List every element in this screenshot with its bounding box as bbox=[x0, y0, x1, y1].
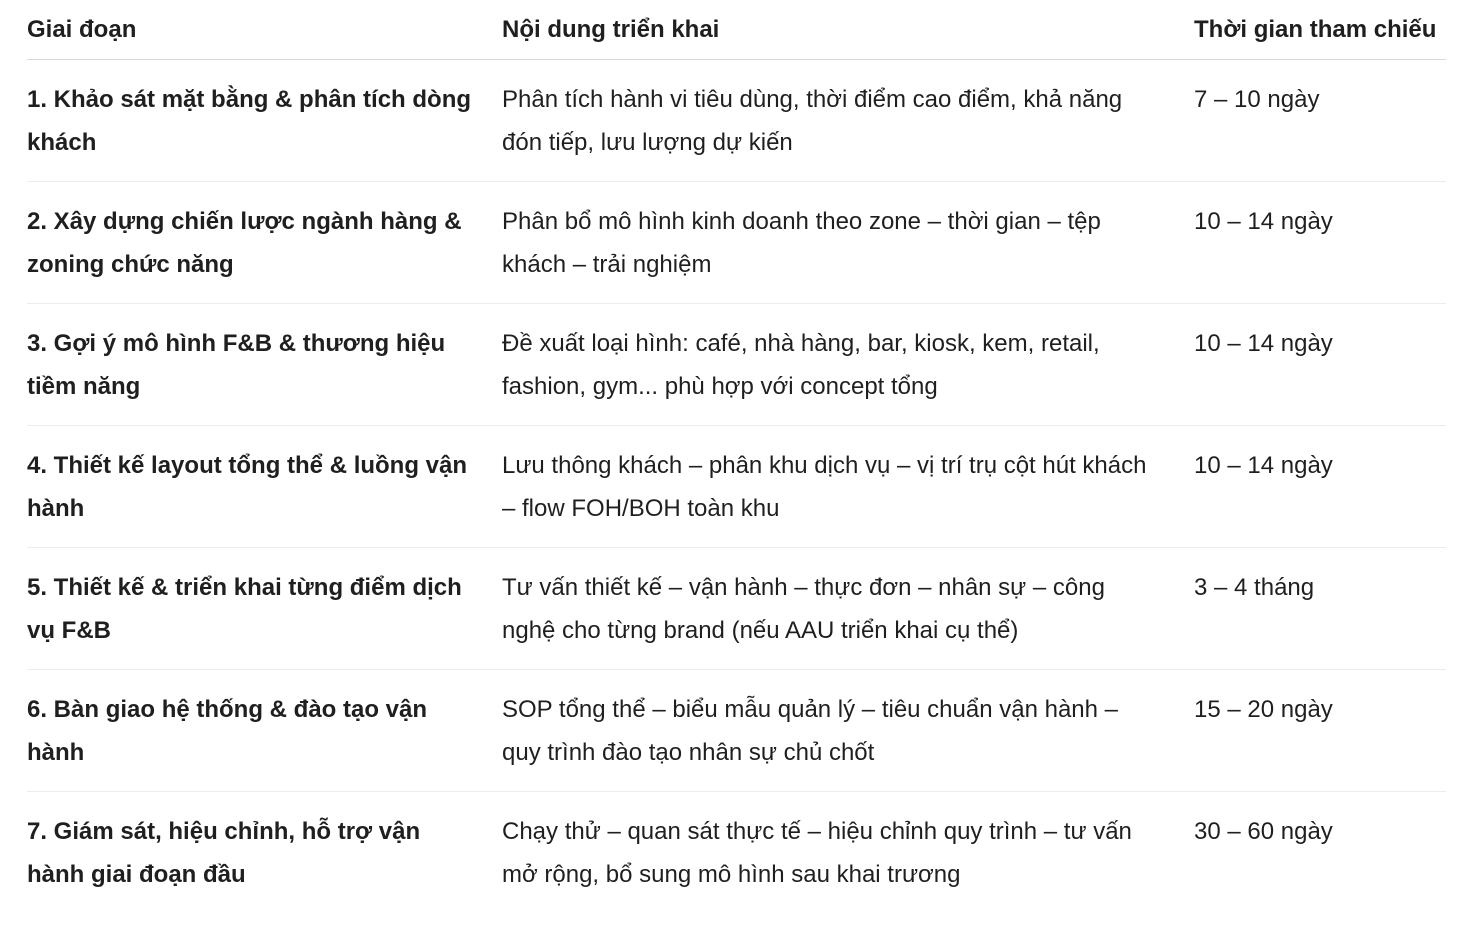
time-cell: 15 – 20 ngày bbox=[1194, 670, 1446, 792]
table-row bbox=[27, 60, 1446, 182]
content-cell: Lưu thông khách – phân khu dịch vụ – vị trí trụ cột hút khách – flow FOH/BOH toàn khu bbox=[502, 426, 1194, 548]
phase-cell: 3. Gợi ý mô hình F&B & thương hiệu tiềm năng bbox=[27, 304, 502, 426]
phase-cell: 2. Xây dựng chiến lược ngành hàng & zoning chức năng bbox=[27, 182, 502, 304]
table-row bbox=[27, 670, 1446, 792]
header-content: Nội dung triển khai bbox=[502, 0, 1194, 60]
table-header bbox=[27, 0, 1446, 60]
header-phase: Giai đoạn bbox=[27, 0, 502, 60]
time-cell: 10 – 14 ngày bbox=[1194, 426, 1446, 548]
time-cell: 10 – 14 ngày bbox=[1194, 182, 1446, 304]
table-row bbox=[27, 548, 1446, 670]
phase-cell: 1. Khảo sát mặt bằng & phân tích dòng khách bbox=[27, 60, 502, 182]
header-time: Thời gian tham chiếu bbox=[1194, 0, 1446, 60]
content-cell: Đề xuất loại hình: café, nhà hàng, bar, kiosk, kem, retail, fashion, gym... phù hợp với concept tổng bbox=[502, 304, 1194, 426]
phase-cell: 4. Thiết kế layout tổng thể & luồng vận hành bbox=[27, 426, 502, 548]
content-cell: Phân tích hành vi tiêu dùng, thời điểm cao điểm, khả năng đón tiếp, lưu lượng dự kiến bbox=[502, 60, 1194, 182]
header-row bbox=[27, 0, 1446, 60]
time-cell: 3 – 4 tháng bbox=[1194, 548, 1446, 670]
content-cell: Phân bổ mô hình kinh doanh theo zone – thời gian – tệp khách – trải nghiệm bbox=[502, 182, 1194, 304]
table-row bbox=[27, 426, 1446, 548]
phase-cell: 6. Bàn giao hệ thống & đào tạo vận hành bbox=[27, 670, 502, 792]
time-cell: 30 – 60 ngày bbox=[1194, 818, 1333, 845]
deployment-timeline-table bbox=[27, 0, 1446, 913]
content-cell: SOP tổng thể – biểu mẫu quản lý – tiêu chuẩn vận hành – quy trình đào tạo nhân sự chủ chốt bbox=[502, 670, 1194, 792]
phase-cell: 5. Thiết kế & triển khai từng điểm dịch vụ F&B bbox=[27, 548, 502, 670]
time-cell: 10 – 14 ngày bbox=[1194, 304, 1446, 426]
content-cell: Chạy thử – quan sát thực tế – hiệu chỉnh quy trình – tư vấn mở rộng, bổ sung mô hình sau khai trương bbox=[502, 818, 1132, 888]
content-cell: Tư vấn thiết kế – vận hành – thực đơn – nhân sự – công nghệ cho từng brand (nếu AAU triển khai cụ thể) bbox=[502, 548, 1194, 670]
deployment-timeline-table-wrapper bbox=[27, 0, 1446, 913]
table-body bbox=[27, 60, 1446, 914]
phase-cell: 7. Giám sát, hiệu chỉnh, hỗ trợ vận hành giai đoạn đầu bbox=[27, 818, 421, 888]
table-row bbox=[27, 182, 1446, 304]
time-cell: 7 – 10 ngày bbox=[1194, 60, 1446, 182]
table-row bbox=[27, 304, 1446, 426]
table-row bbox=[27, 792, 1446, 914]
